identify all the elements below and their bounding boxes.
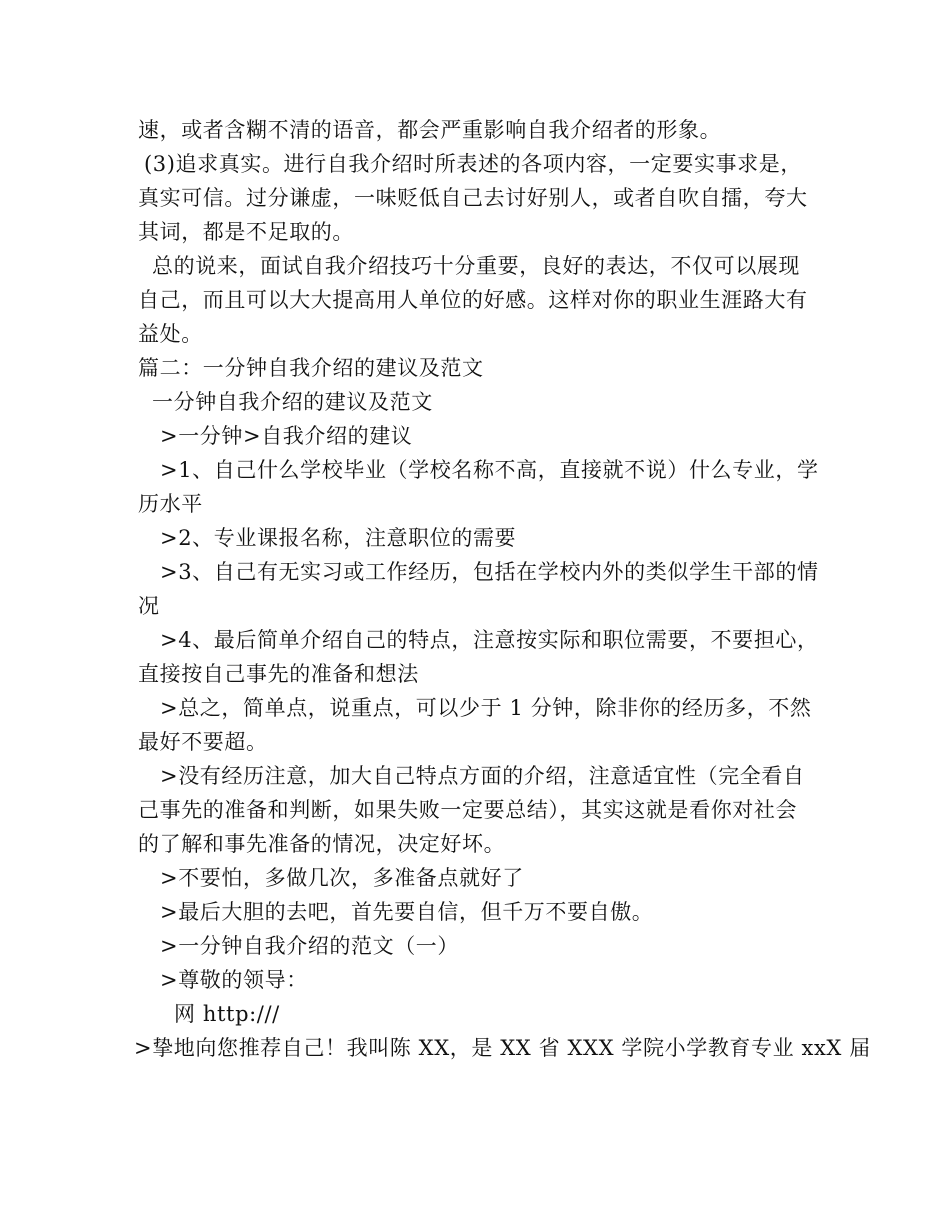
text-line: 网 http:///: [174, 1002, 280, 1026]
document-body: [134, 113, 871, 1065]
text-line: 最好不要超。: [138, 730, 268, 754]
text-line: 自己，而且可以大大提高用人单位的好感。这样对你的职业生涯路大有: [138, 288, 808, 312]
text-line: >3、自己有无实习或工作经历，包括在学校内外的类似学生干部的情: [160, 560, 819, 584]
text-line: >4、最后简单介绍自己的特点，注意按实际和职位需要，不要担心，: [160, 628, 819, 652]
section-subtitle: 一分钟自我介绍的建议及范文: [152, 390, 433, 414]
text-line: >2、专业课报名称，注意职位的需要: [160, 526, 517, 550]
text-line: >挚地向您推荐自己！我叫陈 XX，是 XX 省 XXX 学院小学教育专业 xxX 届: [134, 1036, 871, 1060]
text-line: 速，或者含糊不清的语音，都会严重影响自我介绍者的形象。: [138, 118, 722, 142]
text-line: >最后大胆的去吧，首先要自信，但千万不要自傲。: [160, 900, 654, 924]
text-line: >没有经历注意，加大自己特点方面的介绍，注意适宜性（完全看自: [160, 764, 805, 788]
text-line: (3)追求真实。进行自我介绍时所表述的各项内容，一定要实事求是，: [144, 152, 802, 176]
text-line: 其词，都是不足取的。: [138, 220, 354, 244]
text-line: 总的说来，面试自我介绍技巧十分重要，良好的表达，不仅可以展现: [152, 254, 800, 278]
text-line: 历水平: [138, 492, 203, 516]
text-line: 的了解和事先准备的情况，决定好坏。: [138, 832, 506, 856]
text-line: >一分钟>自我介绍的建议: [160, 424, 413, 448]
text-line: >不要怕，多做几次，多准备点就好了: [160, 866, 524, 890]
section-heading: 篇二：一分钟自我介绍的建议及范文: [138, 356, 484, 380]
text-line: 己事先的准备和判断，如果失败一定要总结），其实这就是看你对社会: [138, 798, 798, 822]
text-line: >尊敬的领导：: [160, 968, 308, 992]
text-line: 况: [138, 594, 160, 618]
text-line: >一分钟自我介绍的范文（一）: [160, 934, 459, 958]
text-line: 益处。: [138, 322, 203, 346]
text-line: >总之，简单点，说重点，可以少于 1 分钟，除非你的经历多，不然: [160, 696, 812, 720]
text-line: 直接按自己事先的准备和想法: [138, 662, 419, 686]
text-line: 真实可信。过分谦虚，一味贬低自己去讨好别人，或者自吹自擂，夸大: [138, 186, 808, 210]
text-line: >1、自己什么学校毕业（学校名称不高，直接就不说）什么专业，学: [160, 458, 819, 482]
